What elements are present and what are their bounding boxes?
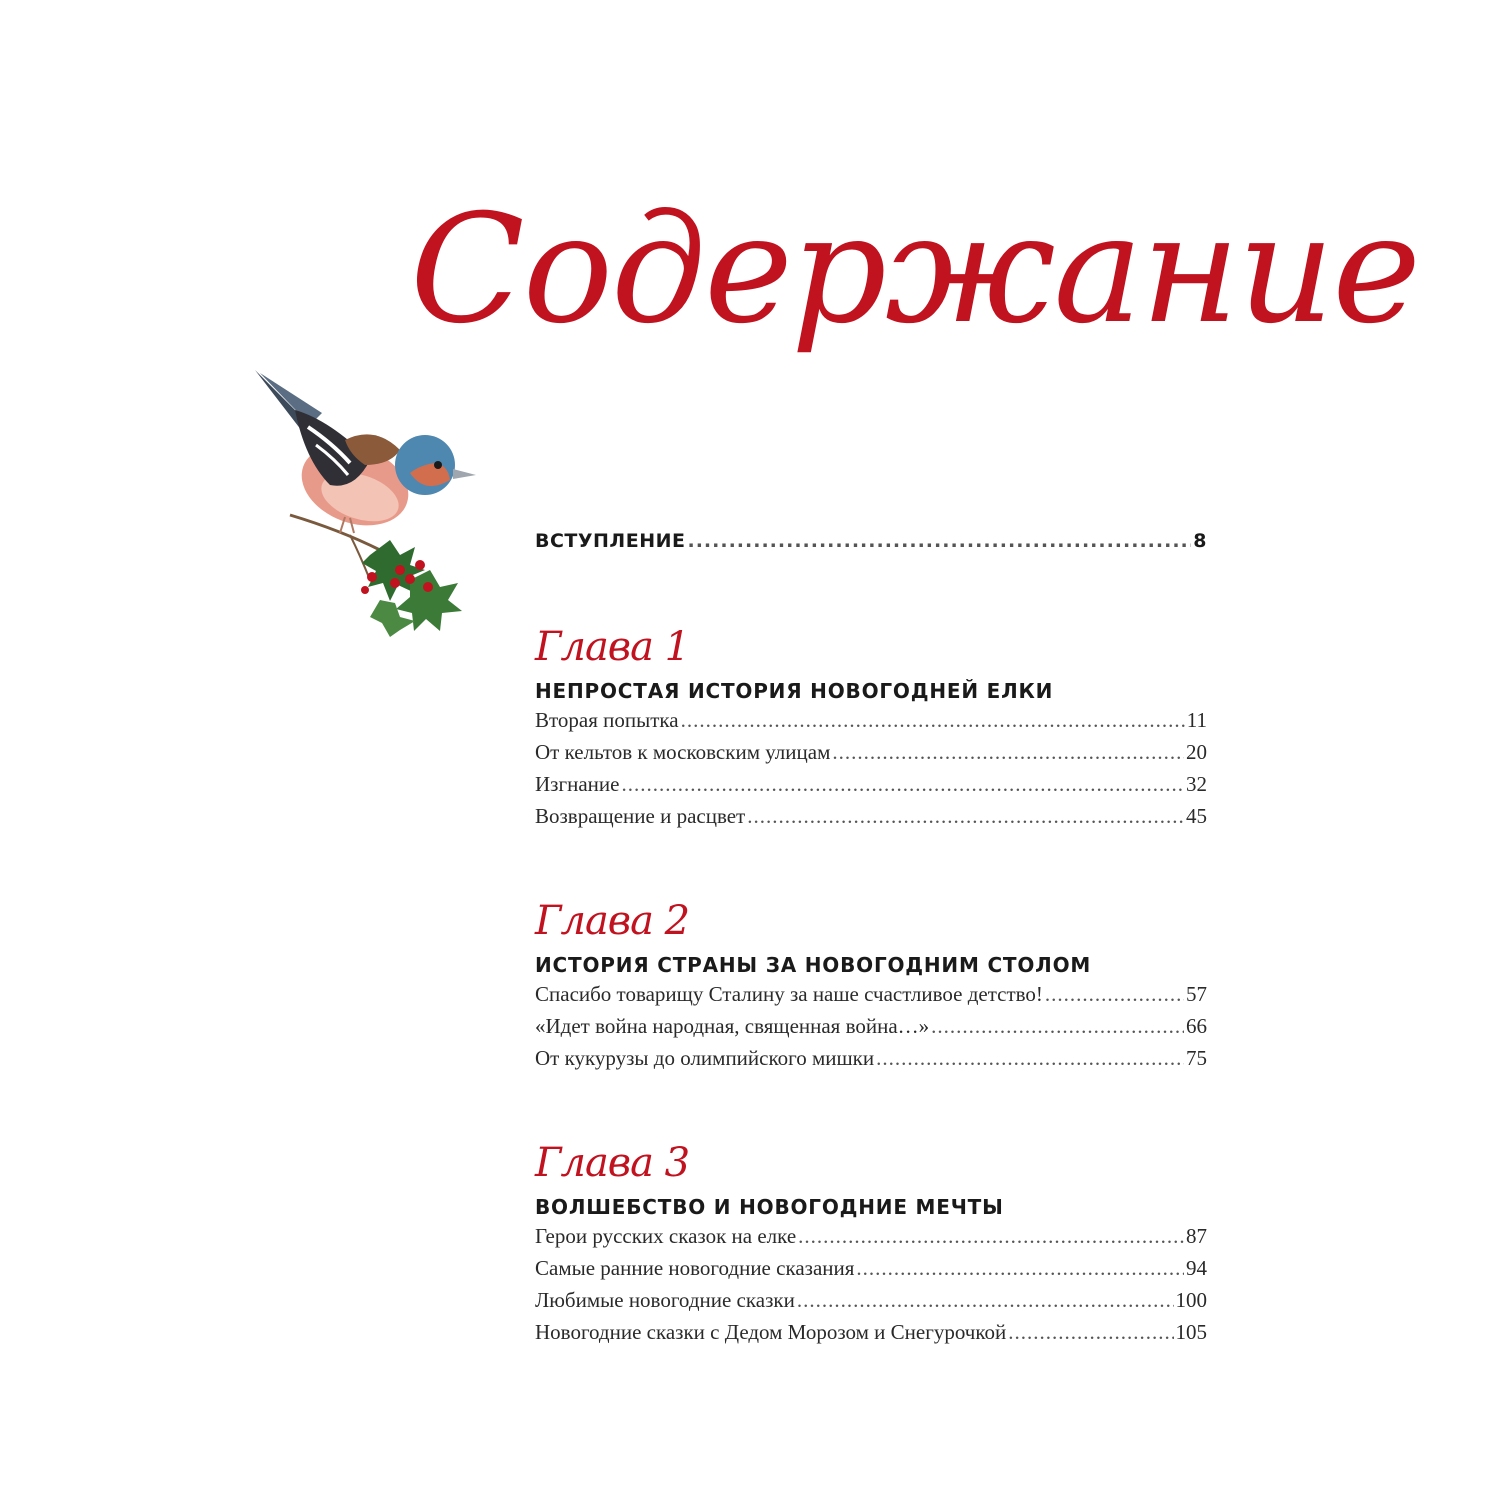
entry-label: Самые ранние новогодние сказания xyxy=(535,1256,855,1280)
entry-label: От кельтов к московским улицам xyxy=(535,740,831,764)
dot-leader xyxy=(747,804,1184,829)
entry-page: 105 xyxy=(1175,1320,1207,1344)
dot-leader xyxy=(856,1256,1184,1281)
dot-leader xyxy=(621,772,1184,797)
entry-page: 75 xyxy=(1186,1046,1207,1070)
entry-label: Изгнание xyxy=(535,772,620,796)
entry-page: 20 xyxy=(1186,740,1207,764)
entry-page: 8 xyxy=(1193,530,1207,552)
entry-page: 45 xyxy=(1186,804,1207,828)
entry-page: 100 xyxy=(1175,1288,1207,1312)
chapter-title[interactable]: НЕПРОСТАЯ ИСТОРИЯ НОВОГОДНЕЙ ЕЛКИ xyxy=(535,679,1054,703)
chapter-2-section xyxy=(535,896,1207,1078)
toc-entry[interactable] xyxy=(535,1046,1207,1078)
toc-entry[interactable] xyxy=(535,740,1207,772)
intro-section xyxy=(535,530,1207,562)
chapter-title[interactable]: ВОЛШЕБСТВО И НОВОГОДНИЕ МЕЧТЫ xyxy=(535,1195,1004,1219)
entry-label: Любимые новогодние сказки xyxy=(535,1288,795,1312)
entry-label: ВСТУПЛЕНИЕ xyxy=(535,530,686,552)
entry-page: 11 xyxy=(1186,708,1207,732)
toc-entry[interactable] xyxy=(535,1256,1207,1288)
chapter-3-section xyxy=(535,1138,1207,1352)
dot-leader xyxy=(1045,982,1184,1007)
entry-label: «Идет война народная, священная война…» xyxy=(535,1014,930,1038)
chapter-title[interactable]: ИСТОРИЯ СТРАНЫ ЗА НОВОГОДНИМ СТОЛОМ xyxy=(535,953,1092,977)
dot-leader xyxy=(832,740,1184,765)
dot-leader xyxy=(1008,1320,1173,1345)
page-title: Содержание xyxy=(410,183,1420,357)
entry-label: Новогодние сказки с Дедом Морозом и Снегурочкой xyxy=(535,1320,1007,1344)
toc-entry[interactable] xyxy=(535,772,1207,804)
dot-leader xyxy=(687,530,1191,552)
entry-page: 32 xyxy=(1186,772,1207,796)
toc-entry[interactable] xyxy=(535,804,1207,836)
chapter-label: Глава 2 xyxy=(535,898,690,944)
dot-leader xyxy=(798,1224,1184,1249)
chapter-label: Глава 3 xyxy=(535,1140,690,1186)
toc-entry[interactable] xyxy=(535,982,1207,1014)
chaffinch-on-holly-icon xyxy=(250,365,490,640)
entry-page: 57 xyxy=(1186,982,1207,1006)
toc-entry[interactable] xyxy=(535,708,1207,740)
dot-leader xyxy=(876,1046,1184,1071)
toc-entry[interactable] xyxy=(535,1014,1207,1046)
dot-leader xyxy=(797,1288,1174,1313)
toc-entry[interactable] xyxy=(535,1320,1207,1352)
entry-page: 66 xyxy=(1186,1014,1207,1038)
chapter-1-section xyxy=(535,622,1207,836)
entry-label: Возвращение и расцвет xyxy=(535,804,746,828)
toc-entry[interactable] xyxy=(535,1224,1207,1256)
toc-entry[interactable] xyxy=(535,1288,1207,1320)
toc-entry-intro[interactable] xyxy=(535,530,1207,562)
entry-label: Герои русских сказок на елке xyxy=(535,1224,797,1248)
entry-label: Спасибо товарищу Сталину за наше счастливое детство! xyxy=(535,982,1043,1006)
entry-page: 94 xyxy=(1186,1256,1207,1280)
dot-leader xyxy=(681,708,1185,733)
entry-page: 87 xyxy=(1186,1224,1207,1248)
chapter-label: Глава 1 xyxy=(535,624,690,670)
dot-leader xyxy=(931,1014,1184,1039)
entry-label: Вторая попытка xyxy=(535,708,679,732)
entry-label: От кукурузы до олимпийского мишки xyxy=(535,1046,875,1070)
